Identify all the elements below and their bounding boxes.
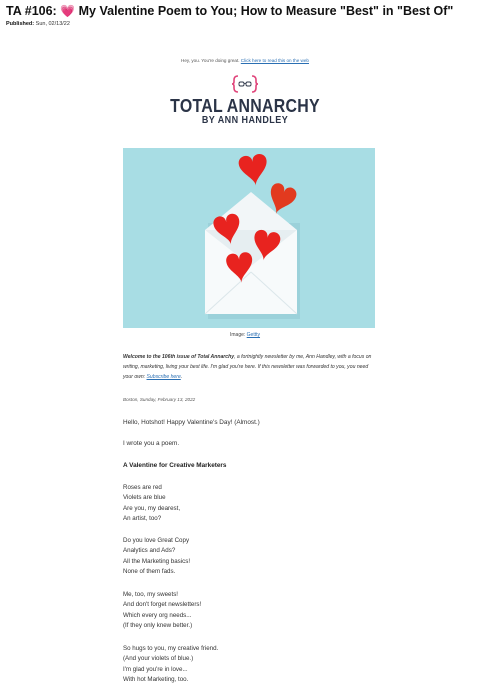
poem-line: Violets are blue	[123, 494, 166, 502]
poem-stanza	[123, 483, 180, 525]
title-prefix: TA #106:	[6, 4, 57, 18]
heart-icon: 💗	[60, 4, 76, 18]
poem-line: An artist, too?	[123, 515, 162, 523]
published-label: Published:	[6, 21, 35, 27]
published-meta	[6, 21, 70, 27]
poem-stanza	[123, 644, 218, 686]
poem-line: And don't forget newsletters!	[123, 601, 202, 609]
published-date: Sun, 02/13/22	[35, 21, 70, 27]
poem-title: A Valentine for Creative Marketers	[123, 462, 227, 469]
poem-line: Analytics and Ads?	[123, 547, 176, 555]
envelope-hearts-illustration	[123, 148, 375, 328]
poem-stanza	[123, 536, 190, 578]
poem-line: Me, too, my sweets!	[123, 591, 179, 598]
poem-line: (And your violets of blue.)	[123, 655, 194, 663]
poem-line: I'm glad you're in love...	[123, 665, 188, 673]
intro-paragraph	[123, 352, 378, 382]
poem-line: Are you, my dearest,	[123, 504, 181, 512]
view-on-web-link[interactable]: Click here to read this on the web	[240, 58, 309, 63]
poem-line: All the Marketing basics!	[123, 557, 191, 565]
poem-line: None of them fads.	[123, 568, 176, 576]
image-caption	[0, 332, 490, 338]
caption-link[interactable]: Gettty	[246, 332, 261, 338]
logo-title: TOTAL ANNARCHY	[170, 95, 320, 116]
greeting: Hello, Hotshot! Happy Valentine's Day! (Almost.)	[123, 419, 260, 426]
preheader	[0, 58, 490, 63]
page-title	[6, 4, 486, 18]
dateline: Boston, Sunday, February 13, 2022	[123, 397, 196, 402]
poem-line: So hugs to you, my creative friend.	[123, 645, 219, 652]
intro-bold: Welcome to the 106th issue of Total Annarchy	[123, 354, 235, 360]
poem-stanza	[123, 590, 201, 632]
intro-end: .	[180, 374, 183, 380]
poem-line: Which every org needs...	[123, 611, 192, 619]
logo-subtitle: BY ANN HANDLEY	[201, 115, 289, 126]
title-text: My Valentine Poem to You; How to Measure "Best" in "Best Of"	[78, 4, 454, 18]
subscribe-link[interactable]: Subscribe here	[146, 374, 181, 380]
poem-line: With hot Marketing, too.	[123, 676, 189, 684]
poem-line: Roses are red	[123, 484, 162, 491]
intro-text: , a fortnightly newsletter by me, Ann Handley, with a focus on writing, marketing, living your best life. I'm glad you're here. If this newsletter was forwarded to you, you need your own:	[123, 354, 372, 380]
heart-icon	[238, 153, 270, 188]
hero-image	[123, 148, 375, 328]
poem-intro: I wrote you a poem.	[123, 440, 180, 447]
poem-line: (If they only knew better.)	[123, 622, 193, 630]
poem-line: Do you love Great Copy	[123, 537, 190, 544]
logo-glasses-icon	[230, 74, 260, 94]
preheader-text: Hey, you. You're doing great.	[181, 58, 240, 63]
caption-label: Image:	[229, 332, 246, 338]
